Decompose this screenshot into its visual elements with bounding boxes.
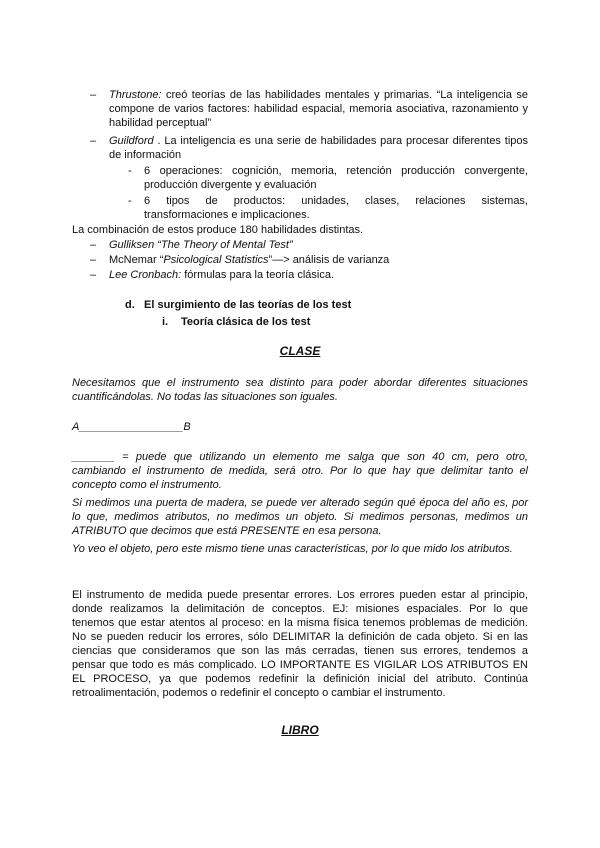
mcnemar-book: Psicological Statistics (163, 254, 269, 266)
clase-heading: CLASE (279, 344, 321, 358)
gulliksen-ref: Gulliksen “The Theory of Mental Test” (109, 239, 293, 251)
combination-text: La combinación de estos produce 180 habilidades distintas. (72, 224, 364, 236)
clase-paragraph-4: Yo veo el objeto, pero este mismo tiene unas características, por lo que mido los atributos. (72, 543, 513, 555)
clase-paragraph-3 (72, 496, 528, 538)
guildford-text-2: de información (109, 149, 182, 161)
body-line-1: El instrumento de medida puede presentar errores. Los errores pueden estar al principio, (72, 589, 528, 601)
sub-bullet-dash: - (128, 195, 132, 207)
bullet-dash: – (90, 89, 97, 101)
clase-p3-line-1: Si medimos una puerta de madera, se puede ver alterado según qué época del año es, por (72, 497, 528, 509)
thrustone-text-2: compone de varios factores: habilidad espacial, memoria asociativa, razonamiento y (109, 103, 528, 115)
bullet-dash: – (90, 254, 97, 266)
bullet-dash: – (90, 135, 97, 147)
section-i-number: i. (162, 316, 169, 328)
body-line-3: tenemos que estar atentos al proceso: en la misma física tenemos problemas de medición. (72, 617, 528, 629)
thrustone-name: Thrustone: (109, 89, 162, 101)
productos-item (144, 194, 528, 222)
guildford-text-1: . La inteligencia es una serie de habilidades para procesar diferentes tipos (153, 135, 528, 147)
mcnemar-text: ”—> análisis de varianza (268, 254, 390, 266)
clase-p3-line-3: ATRIBUTO que decimos que está PRESENTE en esa persona. (72, 525, 382, 537)
section-d-title: El surgimiento de las teorías de los test (144, 299, 352, 311)
mcnemar-name: McNemar “ (109, 254, 164, 266)
productos-text-2: transformaciones e implicaciones. (144, 209, 310, 221)
bullet-dash: – (90, 269, 97, 281)
thrustone-paragraph (109, 88, 528, 130)
thrustone-text-1: creó teorías de las habilidades mentales y primarias. “La inteligencia se (161, 89, 528, 101)
body-line-6: pensar que todo es más complicado. LO IMPORTANTE ES VIGILAR LOS ATRIBUTOS EN (72, 659, 528, 671)
body-line-4: No se pueden reducir los errores, sólo DELIMITAR la definición de cada objeto. Si en las (72, 631, 528, 643)
clase-p2-line-3: concepto como el instrumento. (72, 479, 222, 491)
body-line-2: donde realizamos la delimitación de conceptos. EJ: misiones espaciales. Por lo que (72, 603, 528, 615)
bullet-dash: – (90, 239, 97, 251)
cronbach-text: fórmulas para la teoría clásica. (181, 269, 335, 281)
ab-line: A_________________B (72, 421, 191, 433)
clase-p3-line-2: lo que, medimos atributos, no medimos un objeto. Si medimos personas, medimos un (72, 511, 528, 523)
thrustone-text-3: habilidad perceptual” (109, 117, 212, 129)
operaciones-text-2: producción divergente y evaluación (144, 179, 317, 191)
clase-paragraph-2 (72, 450, 528, 492)
section-i-title: Teoría clásica de los test (181, 316, 311, 328)
libro-heading: LIBRO (281, 723, 319, 737)
clase-p1-line-1: Necesitamos que el instrumento sea distinto para poder abordar diferentes situaciones (72, 377, 528, 389)
cronbach-ref (109, 268, 334, 282)
sub-bullet-dash: - (128, 165, 132, 177)
guildford-name: Guildford (109, 135, 154, 147)
mcnemar-ref (109, 253, 389, 267)
body-paragraph (72, 588, 528, 700)
body-line-5: ciencias que consideramos que son las más cerradas, tienen sus errores, tendemos a (72, 645, 528, 657)
body-line-8: retroalimentación, podemos o redefinir el concepto o cambiar el instrumento. (72, 687, 446, 699)
productos-text-1: 6 tipos de productos: unidades, clases, relaciones sistemas, (144, 195, 528, 207)
cronbach-name: Lee Cronbach: (109, 269, 182, 281)
clase-p1-line-2: cuantificándolas. No todas las situaciones son iguales. (72, 391, 338, 403)
clase-p2-line-2: cambiando el instrumento de medida, será otro. Por lo que hay que delimitar tanto el (72, 465, 528, 477)
guildford-paragraph (109, 134, 528, 162)
body-line-7: EL PROCESO, ya que podemos redefinir la definición inicial del atributo. Continúa (72, 673, 528, 685)
section-d-number: d. (125, 299, 135, 311)
clase-paragraph-1 (72, 376, 528, 404)
clase-p2-line-1: _______ = puede que utilizando un elemento me salga que son 40 cm, pero otro, (72, 451, 528, 463)
operaciones-item (144, 164, 528, 192)
operaciones-text-1: 6 operaciones: cognición, memoria, retención producción convergente, (144, 165, 528, 177)
